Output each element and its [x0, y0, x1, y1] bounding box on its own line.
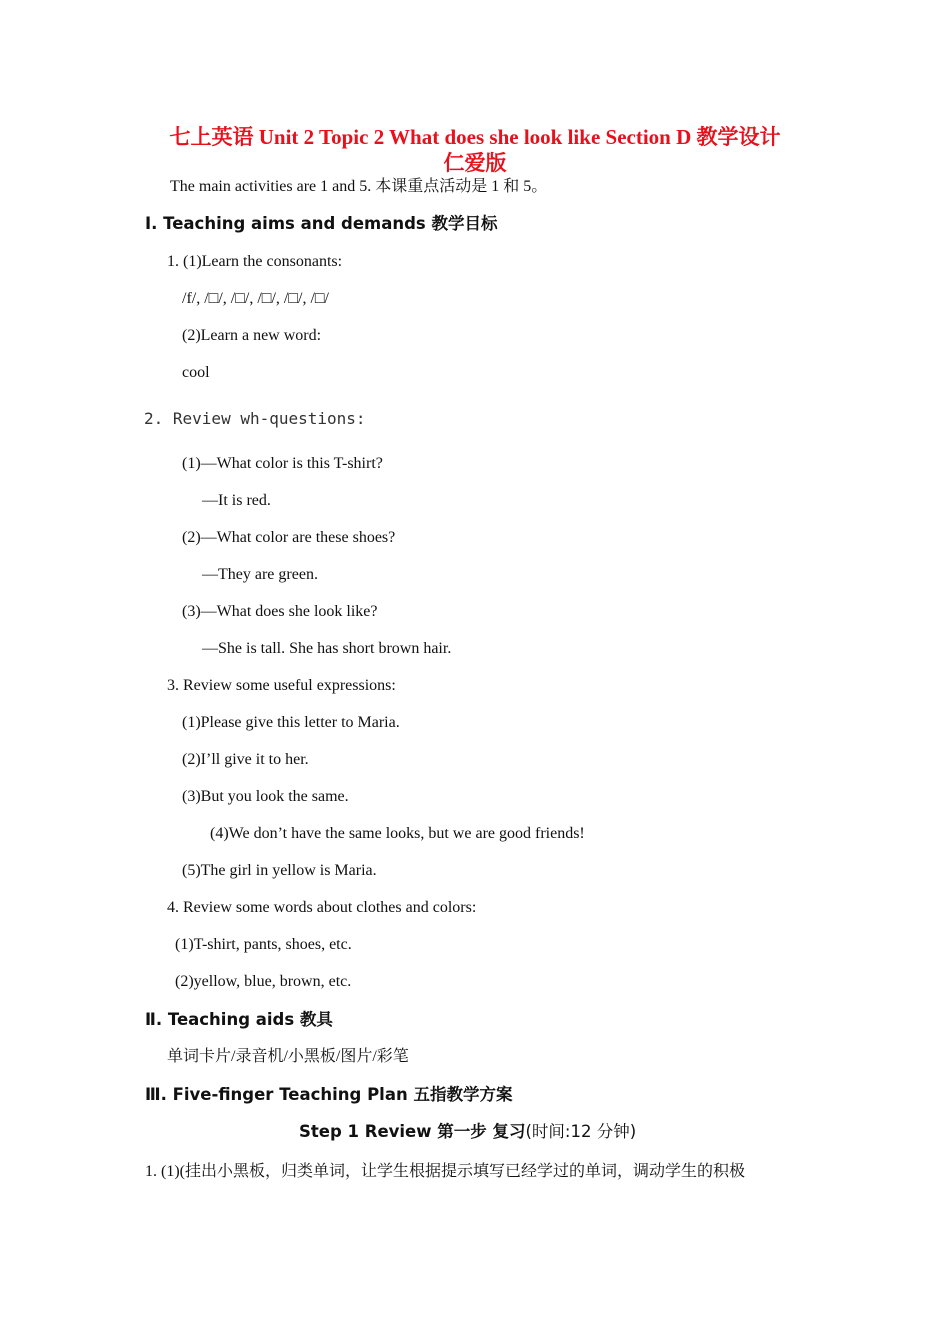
new-word: cool — [182, 364, 210, 381]
expression-2: (2)I’ll give it to her. — [182, 751, 309, 768]
intro-paragraph: The main activities are 1 and 5. 本课重点活动是 1 和 5。 — [170, 178, 548, 195]
answer-3: —She is tall. She has short brown hair. — [202, 640, 452, 657]
aim-item-3: 3. Review some useful expressions: — [167, 677, 396, 694]
question-3: (3)—What does she look like? — [182, 603, 378, 620]
step1-time: (时间:12 分钟) — [525, 1122, 637, 1141]
answer-2: —They are green. — [202, 566, 318, 583]
section-heading-aims: Ⅰ. Teaching aims and demands 教学目标 — [145, 214, 498, 233]
words-clothes: (1)T-shirt, pants, shoes, etc. — [175, 936, 352, 953]
answer-1: —It is red. — [202, 492, 271, 509]
expression-3: (3)But you look the same. — [182, 788, 349, 805]
step1-heading — [299, 1122, 636, 1142]
question-1: (1)—What color is this T-shirt? — [182, 455, 383, 472]
step1-paragraph: 1. (1)(挂出小黑板，归类单词，让学生根据提示填写已经学过的单词，调动学生的积极 — [145, 1163, 745, 1180]
consonants-list: /f/, /□/, /□/, /□/, /□/, /□/ — [182, 290, 329, 307]
aim-item-1: 1. (1)Learn the consonants: — [167, 253, 343, 270]
document-title-line1: 七上英语 Unit 2 Topic 2 What does she look like Section D 教学设计 — [169, 125, 781, 149]
aim-item-4: 4. Review some words about clothes and colors: — [167, 899, 477, 916]
teaching-aids-list: 单词卡片/录音机/小黑板/图片/彩笔 — [167, 1048, 409, 1065]
section-heading-aids: Ⅱ. Teaching aids 教具 — [145, 1010, 333, 1029]
expression-4: (4)We don’t have the same looks, but we are good friends! — [210, 825, 585, 842]
aim-item-2: 2. Review wh-questions: — [144, 409, 366, 428]
aim-item-1-2: (2)Learn a new word: — [182, 327, 322, 344]
section-heading-plan: Ⅲ. Five-finger Teaching Plan 五指教学方案 — [145, 1085, 513, 1104]
expression-1: (1)Please give this letter to Maria. — [182, 714, 400, 731]
expression-5: (5)The girl in yellow is Maria. — [182, 862, 377, 879]
words-colors: (2)yellow, blue, brown, etc. — [175, 973, 352, 990]
document-title-line2: 仁爱版 — [443, 151, 507, 175]
step1-title: Step 1 Review 第一步 复习 — [299, 1122, 526, 1141]
question-2: (2)—What color are these shoes? — [182, 529, 396, 546]
